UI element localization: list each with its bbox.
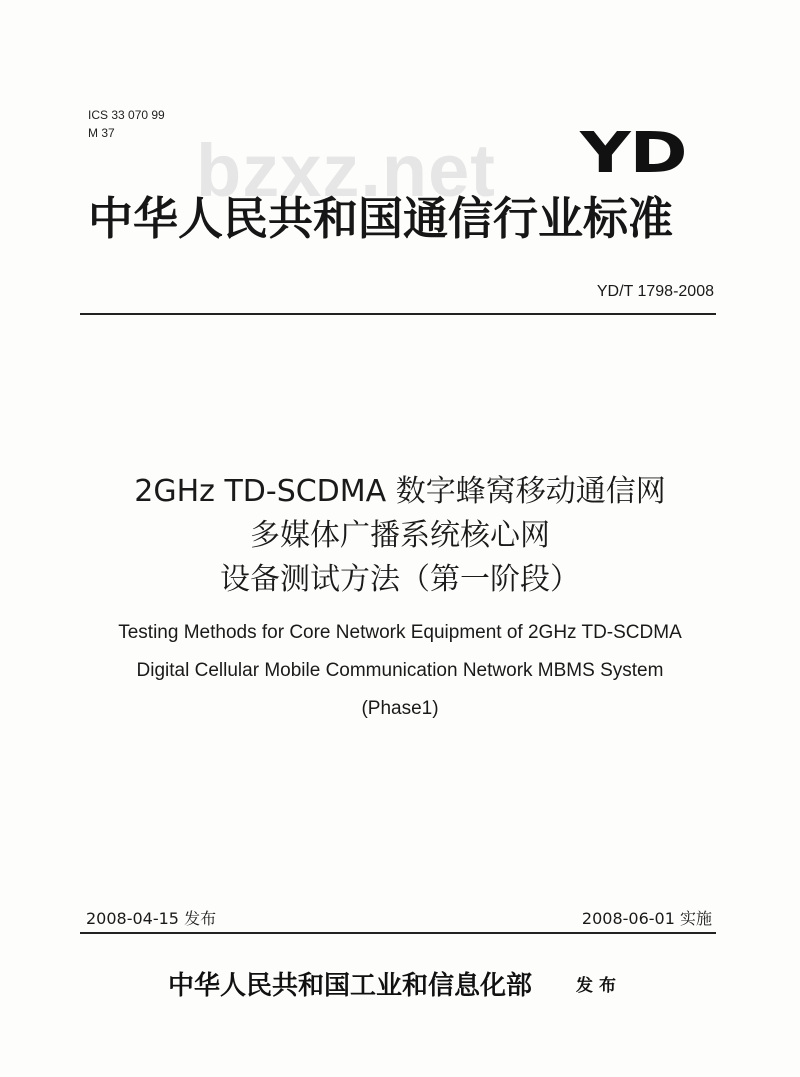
english-title	[0, 614, 800, 728]
chinese-title-line-1: 2GHz TD-SCDMA 数字蜂窝移动通信网	[134, 474, 666, 509]
top-divider	[80, 313, 716, 315]
english-title-line-3: (Phase1)	[361, 698, 439, 719]
classification-codes	[88, 106, 165, 142]
issuing-authority: 中华人民共和国工业和信息化部	[168, 971, 533, 1001]
implementation-date: 2008-06-01 实施	[581, 909, 712, 928]
ics-code: ICS 33 070 99	[88, 108, 165, 122]
watermark: bzxz.net	[196, 129, 496, 212]
chinese-title	[0, 470, 800, 602]
yd-logo: YD	[580, 121, 687, 186]
english-title-line-2: Digital Cellular Mobile Communication Network MBMS System	[136, 660, 664, 681]
chinese-title-line-3: 设备测试方法（第一阶段）	[220, 562, 580, 597]
standard-number: YD/T 1798-2008	[596, 283, 714, 300]
standard-category-title: 中华人民共和国通信行业标准	[88, 192, 674, 245]
issuer-action: 发布	[576, 976, 622, 996]
bottom-divider	[80, 932, 716, 934]
issue-date: 2008-04-15 发布	[86, 909, 217, 928]
english-title-line-1: Testing Methods for Core Network Equipment of 2GHz TD-SCDMA	[118, 622, 682, 643]
chinese-title-line-2: 多媒体广播系统核心网	[250, 518, 550, 553]
ccs-code: M 37	[88, 126, 115, 140]
